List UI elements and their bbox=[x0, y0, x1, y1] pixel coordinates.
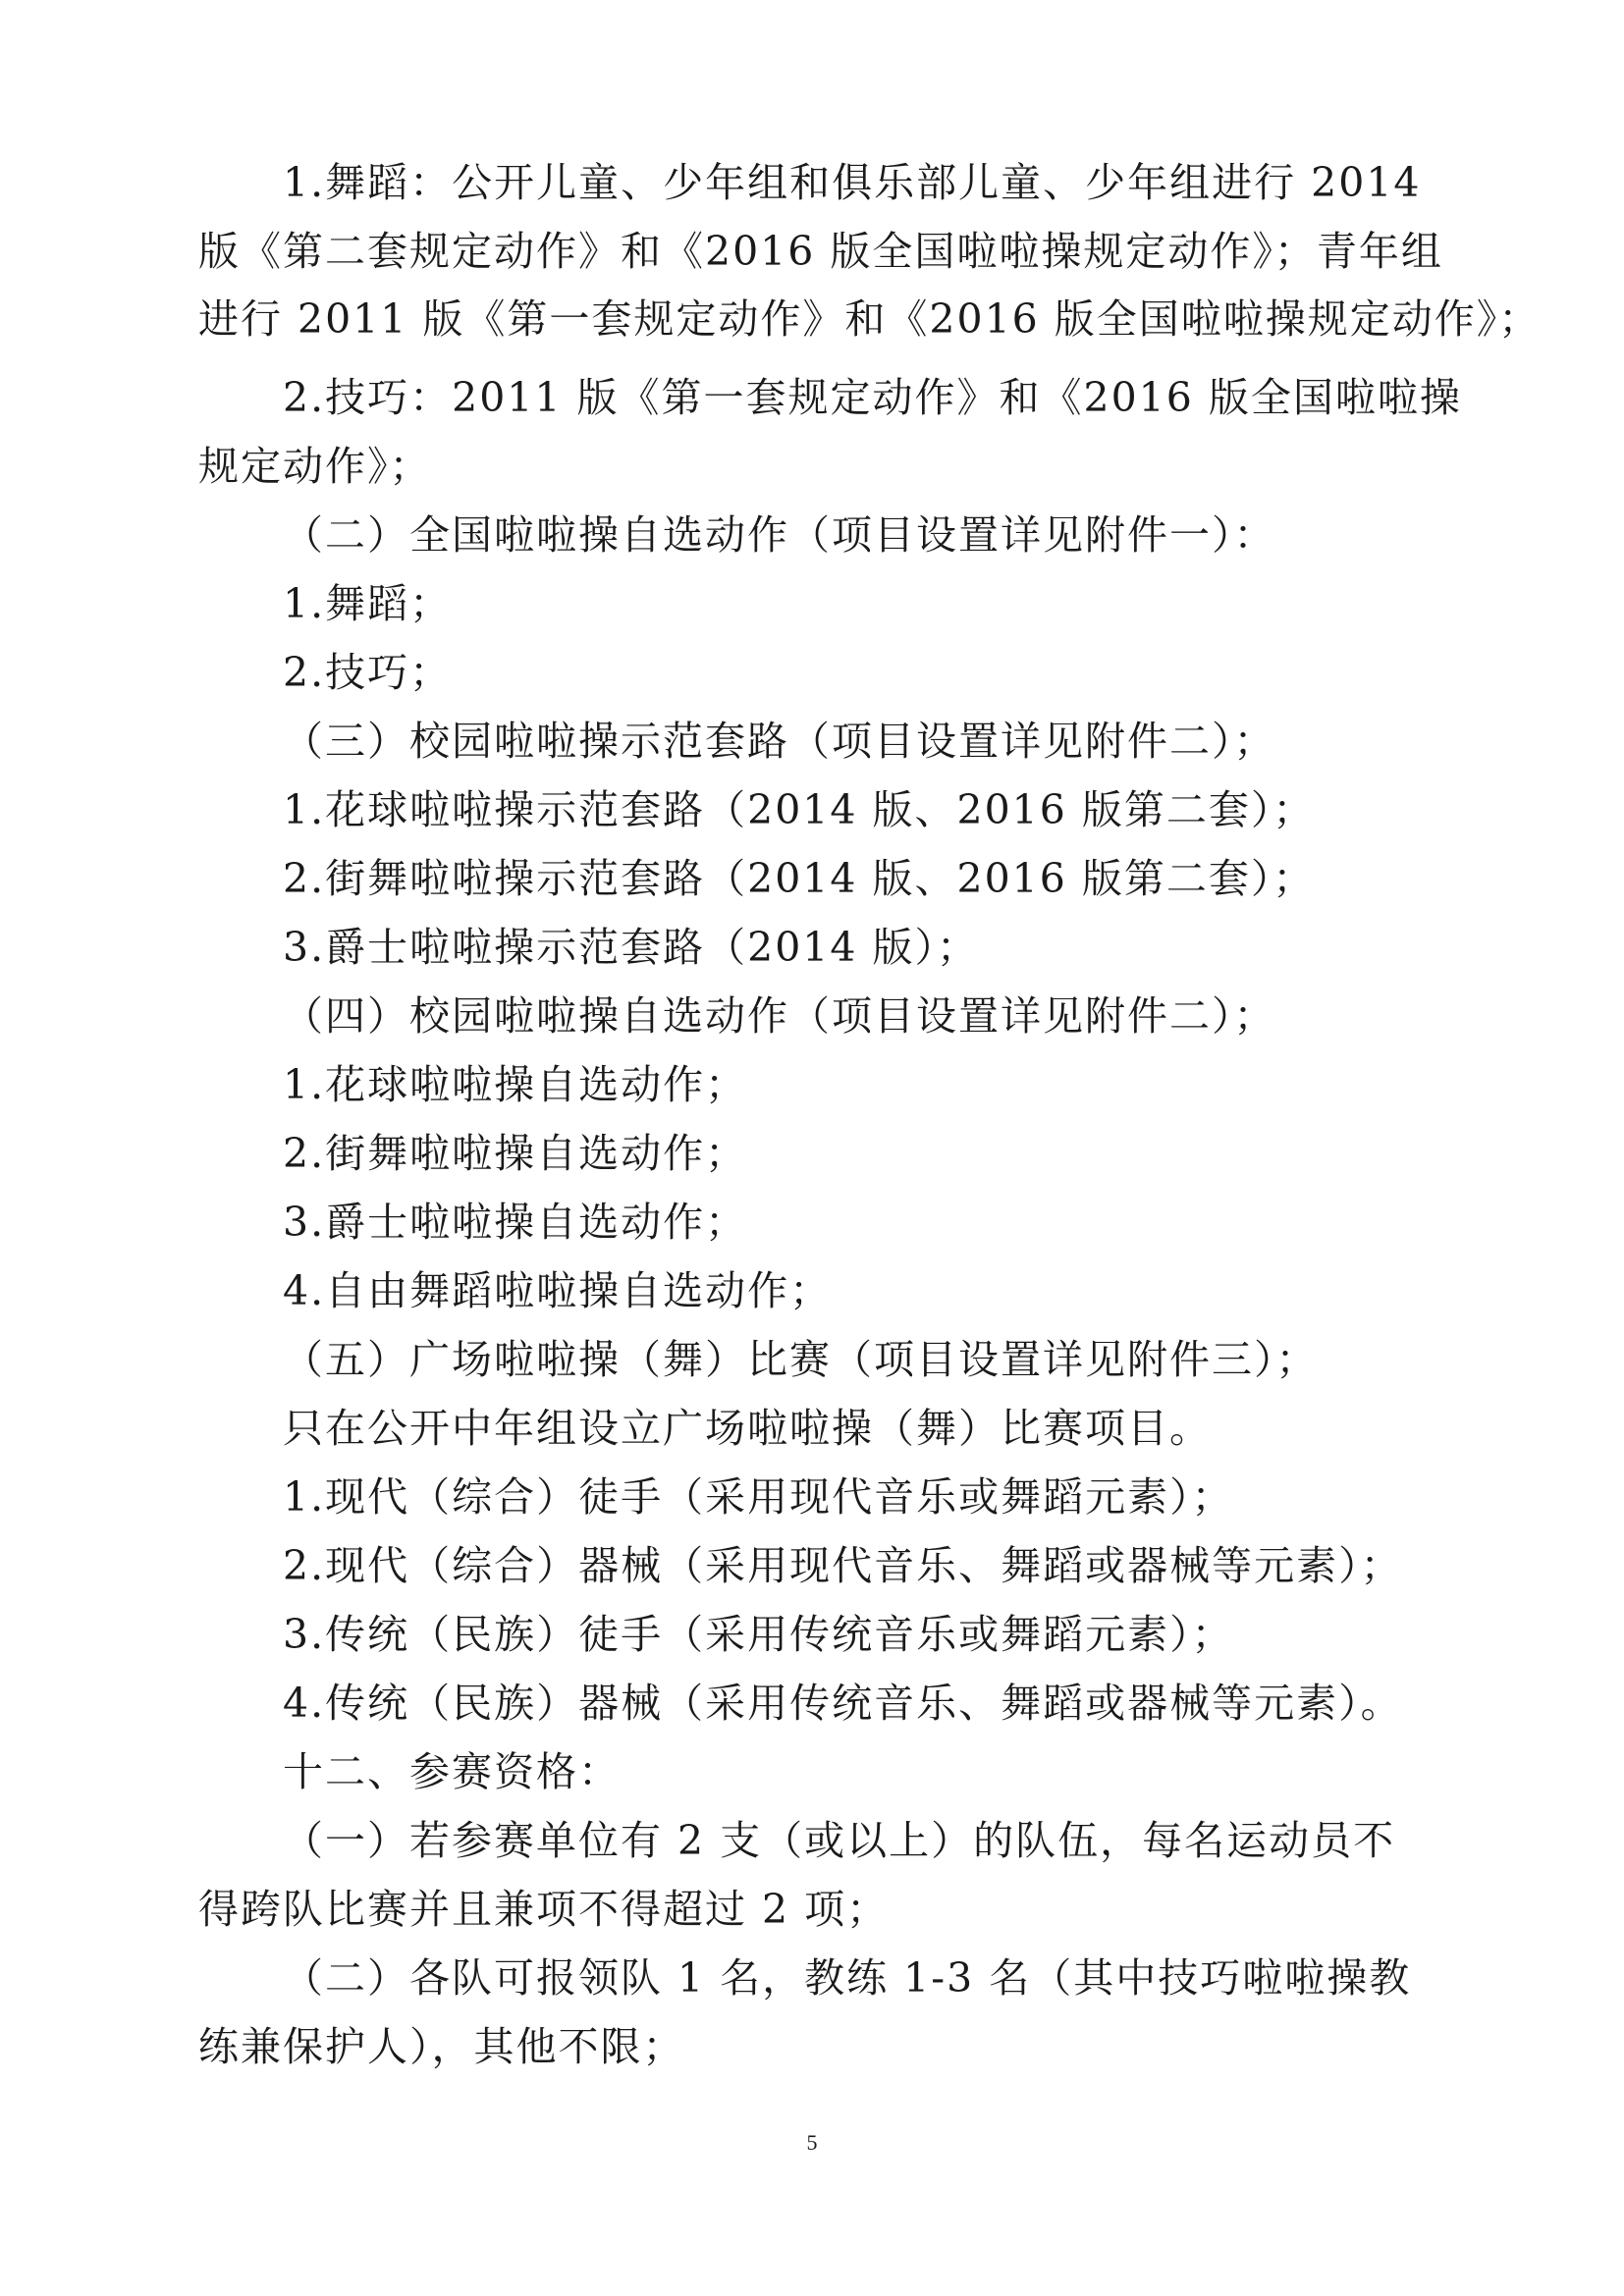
list-item: 1.现代（综合）徒手（采用现代音乐或舞蹈元素）； bbox=[283, 1473, 1234, 1521]
text-line: 2.技巧：2011 版《第一套规定动作》和《2016 版全国啦啦操 bbox=[283, 374, 1462, 421]
text-line: 进行 2011 版《第一套规定动作》和《2016 版全国啦啦操规定动作》； bbox=[198, 295, 1542, 343]
text-line: 规定动作》； bbox=[198, 443, 432, 490]
list-item: 2.技巧； bbox=[283, 649, 453, 696]
section-heading: （五）广场啦啦操（舞）比赛（项目设置详见附件三）； bbox=[283, 1336, 1319, 1383]
text-line: 练兼保护人），其他不限； bbox=[198, 2023, 685, 2070]
list-item: 2.现代（综合）器械（采用现代音乐、舞蹈或器械等元素）； bbox=[283, 1542, 1403, 1589]
list-item: 1.花球啦啦操自选动作； bbox=[283, 1061, 748, 1108]
text-line: 1.舞蹈：公开儿童、少年组和俱乐部儿童、少年组进行 2014 bbox=[283, 159, 1422, 206]
section-heading: 十二、参赛资格： bbox=[283, 1748, 621, 1795]
list-item: 1.舞蹈； bbox=[283, 580, 453, 627]
text-line: 得跨队比赛并且兼项不得超过 2 项； bbox=[198, 1886, 890, 1933]
text-line: 版《第二套规定动作》和《2016 版全国啦啦操规定动作》；青年组 bbox=[198, 228, 1443, 275]
text-line: （一）若参赛单位有 2 支（或以上）的队伍，每名运动员不 bbox=[283, 1817, 1396, 1864]
section-heading: （四）校园啦啦操自选动作（项目设置详见附件二）； bbox=[283, 992, 1276, 1040]
text-line: 只在公开中年组设立广场啦啦操（舞）比赛项目。 bbox=[283, 1405, 1212, 1452]
list-item: 2.街舞啦啦操示范套路（2014 版、2016 版第二套）； bbox=[283, 855, 1316, 902]
list-item: 2.街舞啦啦操自选动作； bbox=[283, 1130, 748, 1177]
section-heading: （三）校园啦啦操示范套路（项目设置详见附件二）； bbox=[283, 718, 1276, 765]
list-item: 3.爵士啦啦操自选动作； bbox=[283, 1199, 748, 1246]
list-item: 4.自由舞蹈啦啦操自选动作； bbox=[283, 1267, 833, 1314]
list-item: 3.爵士啦啦操示范套路（2014 版）； bbox=[283, 924, 979, 971]
list-item: 3.传统（民族）徒手（采用传统音乐或舞蹈元素）； bbox=[283, 1611, 1234, 1658]
list-item: 4.传统（民族）器械（采用传统音乐、舞蹈或器械等元素）。 bbox=[283, 1680, 1403, 1727]
text-line: （二）各队可报领队 1 名，教练 1-3 名（其中技巧啦啦操教 bbox=[283, 1954, 1412, 2002]
list-item: 1.花球啦啦操示范套路（2014 版、2016 版第二套）； bbox=[283, 786, 1316, 833]
page-number: 5 bbox=[806, 2130, 818, 2155]
section-heading: （二）全国啦啦操自选动作（项目设置详见附件一）： bbox=[283, 511, 1276, 559]
